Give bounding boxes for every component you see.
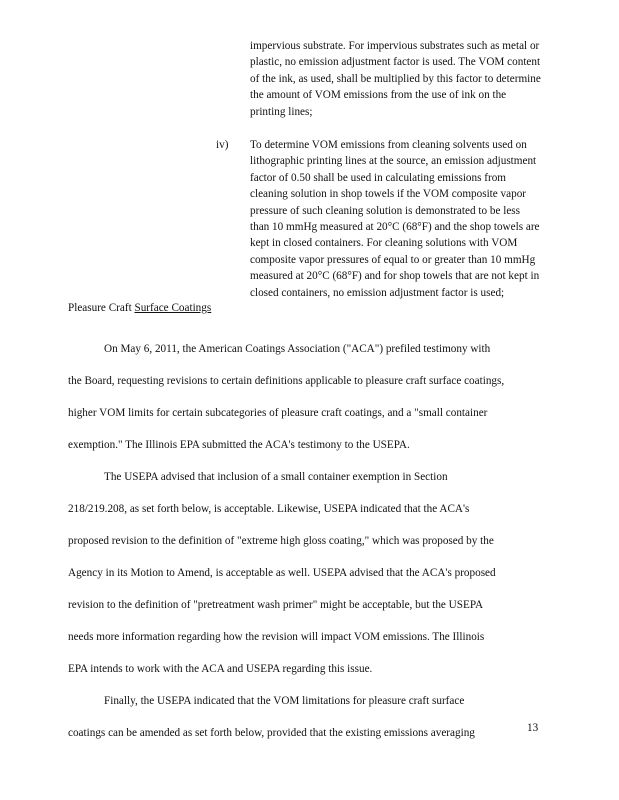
item-iv-text: To determine VOM emissions from cleaning solvents used on lithographic printing lines at the source, an emission adjustment factor of 0.50 shall be used in calculating emissions from cleaning solution in shop towels if the VOM composite vapor pressure of such cleaning solution is demonstrated to be less than 10 mmHg measured at 20°C (68°F) and the shop towels are kept in closed containers. For cleaning solutions with VOM composite vapor pressures of equal to or greater than 10 mmHg measured at 20°C (68°F) and for shop towels that are not kept in closed containers, no emission adjustment factor is used;	[250, 139, 540, 299]
para2-line6: needs more information regarding how the revision will impact VOM emissions. The Illinois	[68, 631, 485, 643]
para3-line2: coatings can be amended as set forth below, provided that the existing emissions averaging	[68, 727, 475, 739]
page-number: 13	[527, 722, 539, 734]
para2-line4: Agency in its Motion to Amend, is acceptable as well. USEPA advised that the ACA's proposed	[68, 567, 496, 579]
heading-prefix: Pleasure Craft	[68, 302, 135, 314]
para2-line1: The USEPA advised that inclusion of a small container exemption in Section	[104, 471, 448, 483]
para2-line2: 218/219.208, as set forth below, is acceptable. Likewise, USEPA indicated that the ACA's	[68, 503, 470, 515]
item-iv-label: iv)	[216, 139, 229, 151]
para3-line1: Finally, the USEPA indicated that the VOM limitations for pleasure craft surface	[104, 695, 465, 707]
para1-line4: exemption." The Illinois EPA submitted the ACA's testimony to the USEPA.	[68, 439, 410, 451]
quote-continuation: impervious substrate. For impervious substrates such as metal or plastic, no emission adjustment factor is used. The VOM content of the ink, as used, shall be multiplied by this factor to determine the amount of VOM emissions from the use of ink on the printing lines;	[250, 40, 541, 118]
heading-underlined: Surface Coatings	[134, 302, 212, 314]
para1-line2: the Board, requesting revisions to certain definitions applicable to pleasure craft surface coatings,	[68, 375, 505, 387]
para2-line7: EPA intends to work with the ACA and USEPA regarding this issue.	[68, 663, 373, 675]
para2-line5: revision to the definition of "pretreatment wash primer" might be acceptable, but the USEPA	[68, 599, 484, 611]
para1-line3: higher VOM limits for certain subcategories of pleasure craft coatings, and a "small container	[68, 407, 488, 419]
para1-line1: On May 6, 2011, the American Coatings Association ("ACA") prefiled testimony with	[104, 343, 491, 355]
para2-line3: proposed revision to the definition of "extreme high gloss coating," which was proposed by the	[68, 535, 494, 547]
section-heading	[68, 300, 211, 316]
